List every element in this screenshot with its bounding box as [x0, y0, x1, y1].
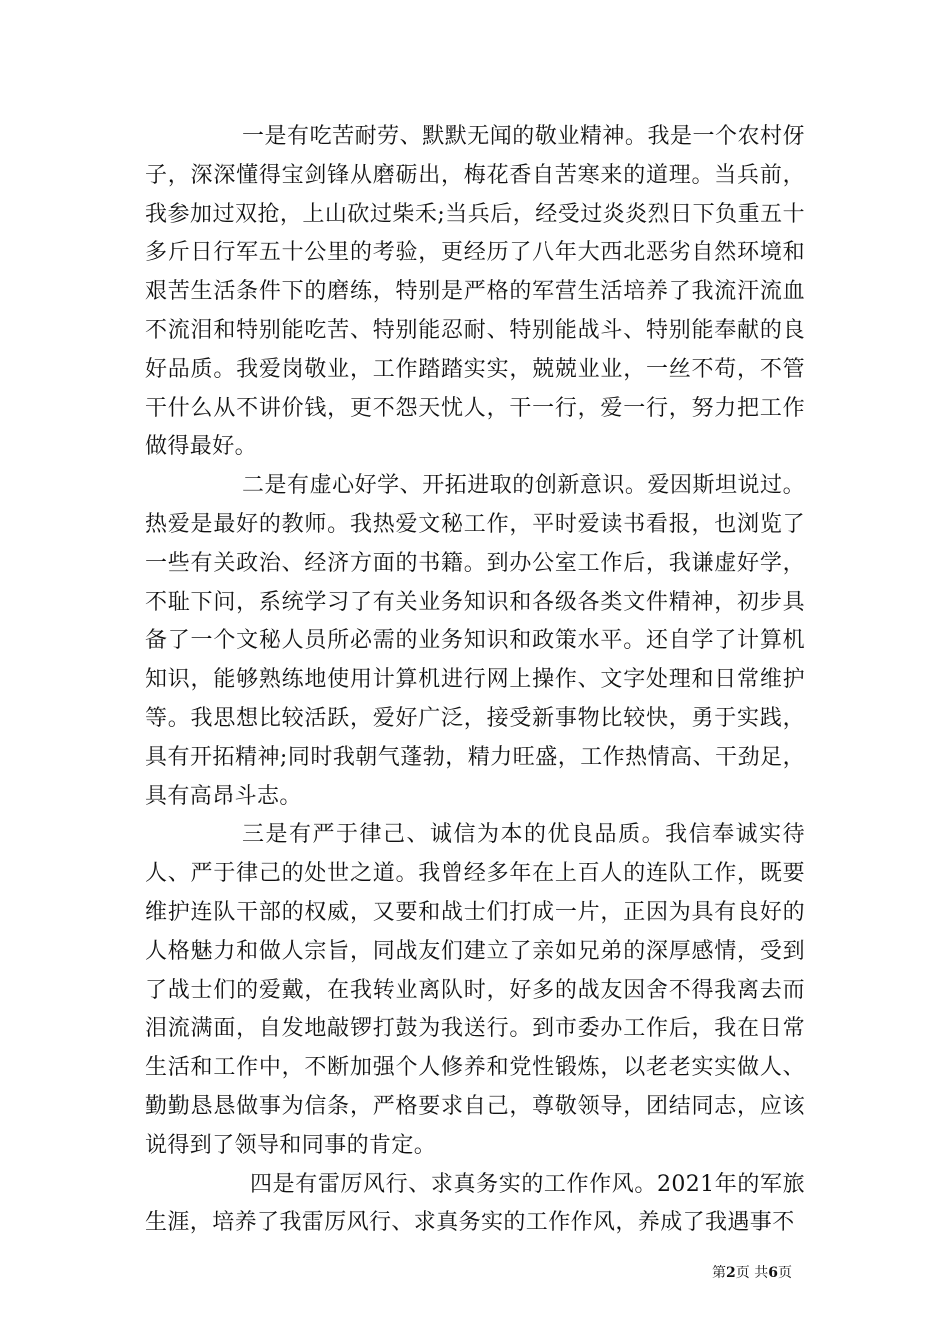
- paragraph-4: 四是有雷厉风行、求真务实的工作作风。2021年的军旅生涯，培养了我雷厉风行、求真务实的工作作风，养成了我遇事不: [145, 1171, 805, 1236]
- footer-suffix: 页: [777, 1265, 792, 1281]
- paragraph-2: 二是有虚心好学、开拓进取的创新意识。爱因斯坦说过。热爱是最好的教师。我热爱文秘工作，平时爱读书看报，也浏览了一些有关政治、经济方面的书籍。到办公室工作后，我谦虚好学，不耻下问，系统学习了有关业务知识和各级各类文件精神，初步具备了一个文秘人员所必需的业务知识和政策水平。还自学了计算机知识，能够熟练地使用计算机进行网上操作、文字处理和日常维护等。我思想比较活跃，爱好广泛，接受新事物比较快，勇于实践，具有开拓精神;同时我朝气蓬勃，精力旺盛，工作热情高、干劲足，具有高昂斗志。: [145, 473, 805, 809]
- document-body: [145, 118, 805, 1243]
- footer-prefix: 第: [712, 1265, 726, 1281]
- footer-middle: 页 共: [735, 1265, 769, 1281]
- paragraph-3: 三是有严于律己、诚信为本的优良品质。我信奉诚实待人、严于律己的处世之道。我曾经多年在上百人的连队工作，既要维护连队干部的权威，又要和战士们打成一片，正因为具有良好的人格魅力和做人宗旨，同战友们建立了亲如兄弟的深厚感情，受到了战士们的爱戴，在我转业离队时，好多的战友因舍不得我离去而泪流满面，自发地敲锣打鼓为我送行。到市委办工作后，我在日常生活和工作中，不断加强个人修养和党性锻炼，以老老实实做人、勤勤恳恳做事为信条，严格要求自己，尊敬领导，团结同志，应该说得到了领导和同事的肯定。: [145, 822, 805, 1158]
- page-number-footer: [712, 1262, 792, 1282]
- paragraph-1: 一是有吃苦耐劳、默默无闻的敬业精神。我是一个农村伢子，深深懂得宝剑锋从磨砺出，梅花香自苦寒来的道理。当兵前，我参加过双抢，上山砍过柴禾;当兵后，经受过炎炎烈日下负重五十多斤日行军五十公里的考验，更经历了八年大西北恶劣自然环境和艰苦生活条件下的磨练，特别是严格的军营生活培养了我流汗流血不流泪和特别能吃苦、特别能忍耐、特别能战斗、特别能奉献的良好品质。我爱岗敬业，工作踏踏实实，兢兢业业，一丝不苟，不管干什么从不讲价钱，更不怨天忧人，干一行，爱一行，努力把工作做得最好。: [145, 124, 805, 460]
- footer-current-page: 2: [726, 1265, 736, 1281]
- footer-total-pages: 6: [768, 1265, 778, 1281]
